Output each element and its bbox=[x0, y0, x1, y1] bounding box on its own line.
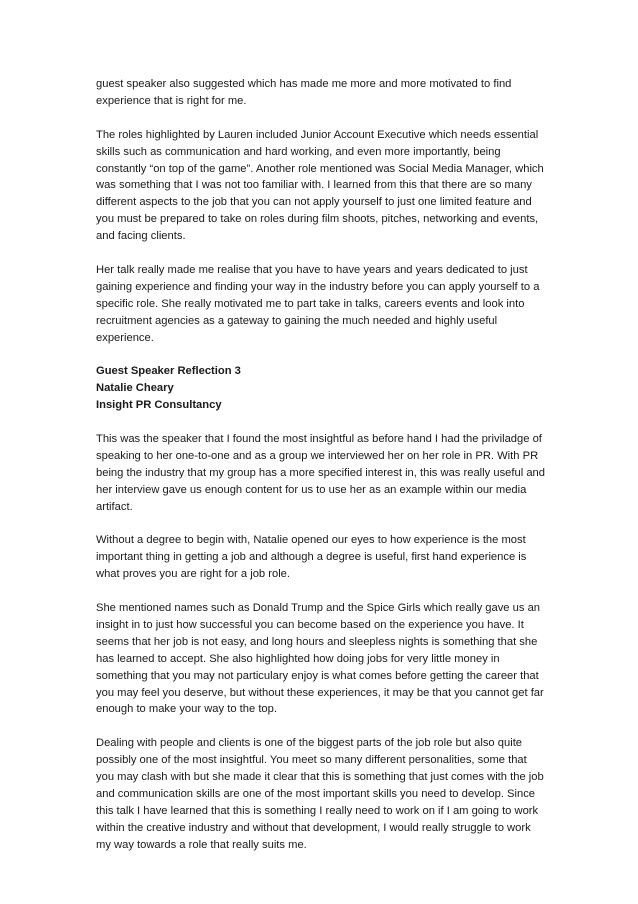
section-title: Guest Speaker Reflection 3 bbox=[96, 365, 241, 378]
reflection-heading bbox=[96, 363, 546, 414]
speaker-company: Insight PR Consultancy bbox=[96, 399, 222, 412]
paragraph-roles-highlighted: The roles highlighted by Lauren included Junior Account Executive which needs essential skills such as communication and hard working, and even more importantly, being constantly “on top of the game”. Another role mentioned was Social Media Manager, which was something that I was not too familiar with. I learned from this that there are so many different aspects to the job that you can not apply yourself to just one limited feature and you must be prepared to take on roles during film shoots, pitches, networking and events, and facing clients. bbox=[96, 128, 544, 243]
paragraph-most-insightful: This was the speaker that I found the most insightful as before hand I had the priviladge of speaking to her one-to-one and as a group we interviewed her on her role in PR. With PR being the industry that my group has a more specified interest in, this was really useful and her interview gave us enough content for us to use her as an example within our media artifact. bbox=[96, 432, 545, 513]
paragraph-names-mentioned: She mentioned names such as Donald Trump and the Spice Girls which really gave us an insight in to just how successful you can become based on the experience you have. It seems that her job is not easy, and long hours and sleepless nights is something that she has learned to accept. She also highlighted how doing jobs for very little money in something that you may not particulary enjoy is what comes before getting the career that you may feel you deserve, but without these experiences, it may be that you cannot get far enough to make your way to the top. bbox=[96, 602, 544, 716]
paragraph-degree-experience: Without a degree to begin with, Natalie opened our eyes to how experience is the most important thing in getting a job and although a degree is useful, first hand experience is what proves you are right for a job role. bbox=[96, 534, 527, 581]
paragraph-talk-realisation: Her talk really made me realise that you have to have years and years dedicated to just gaining experience and finding your way in the industry before you can apply yourself to a specific role. She really motivated me to part take in talks, careers events and look into recruitment agencies as a gateway to gaining the much needed and highly useful experience. bbox=[96, 263, 540, 344]
paragraph-dealing-with-people: Dealing with people and clients is one of the biggest parts of the job role but also quite possibly one of the most insightful. You meet so many different personalities, some that you may clash with but she made it clear that this is something that just comes with the job and communication skills are one of the most important skills you need to develop. Since this talk I have learned that this is something I really need to work on if I am going to work within the creative industry and without that development, I would really struggle to work my way towards a role that really suits me. bbox=[96, 737, 544, 851]
document-body bbox=[96, 76, 546, 870]
paragraph-speaker-motivation: guest speaker also suggested which has made me more and more motivated to find experience that is right for me. bbox=[96, 78, 512, 107]
speaker-name: Natalie Cheary bbox=[96, 382, 174, 395]
